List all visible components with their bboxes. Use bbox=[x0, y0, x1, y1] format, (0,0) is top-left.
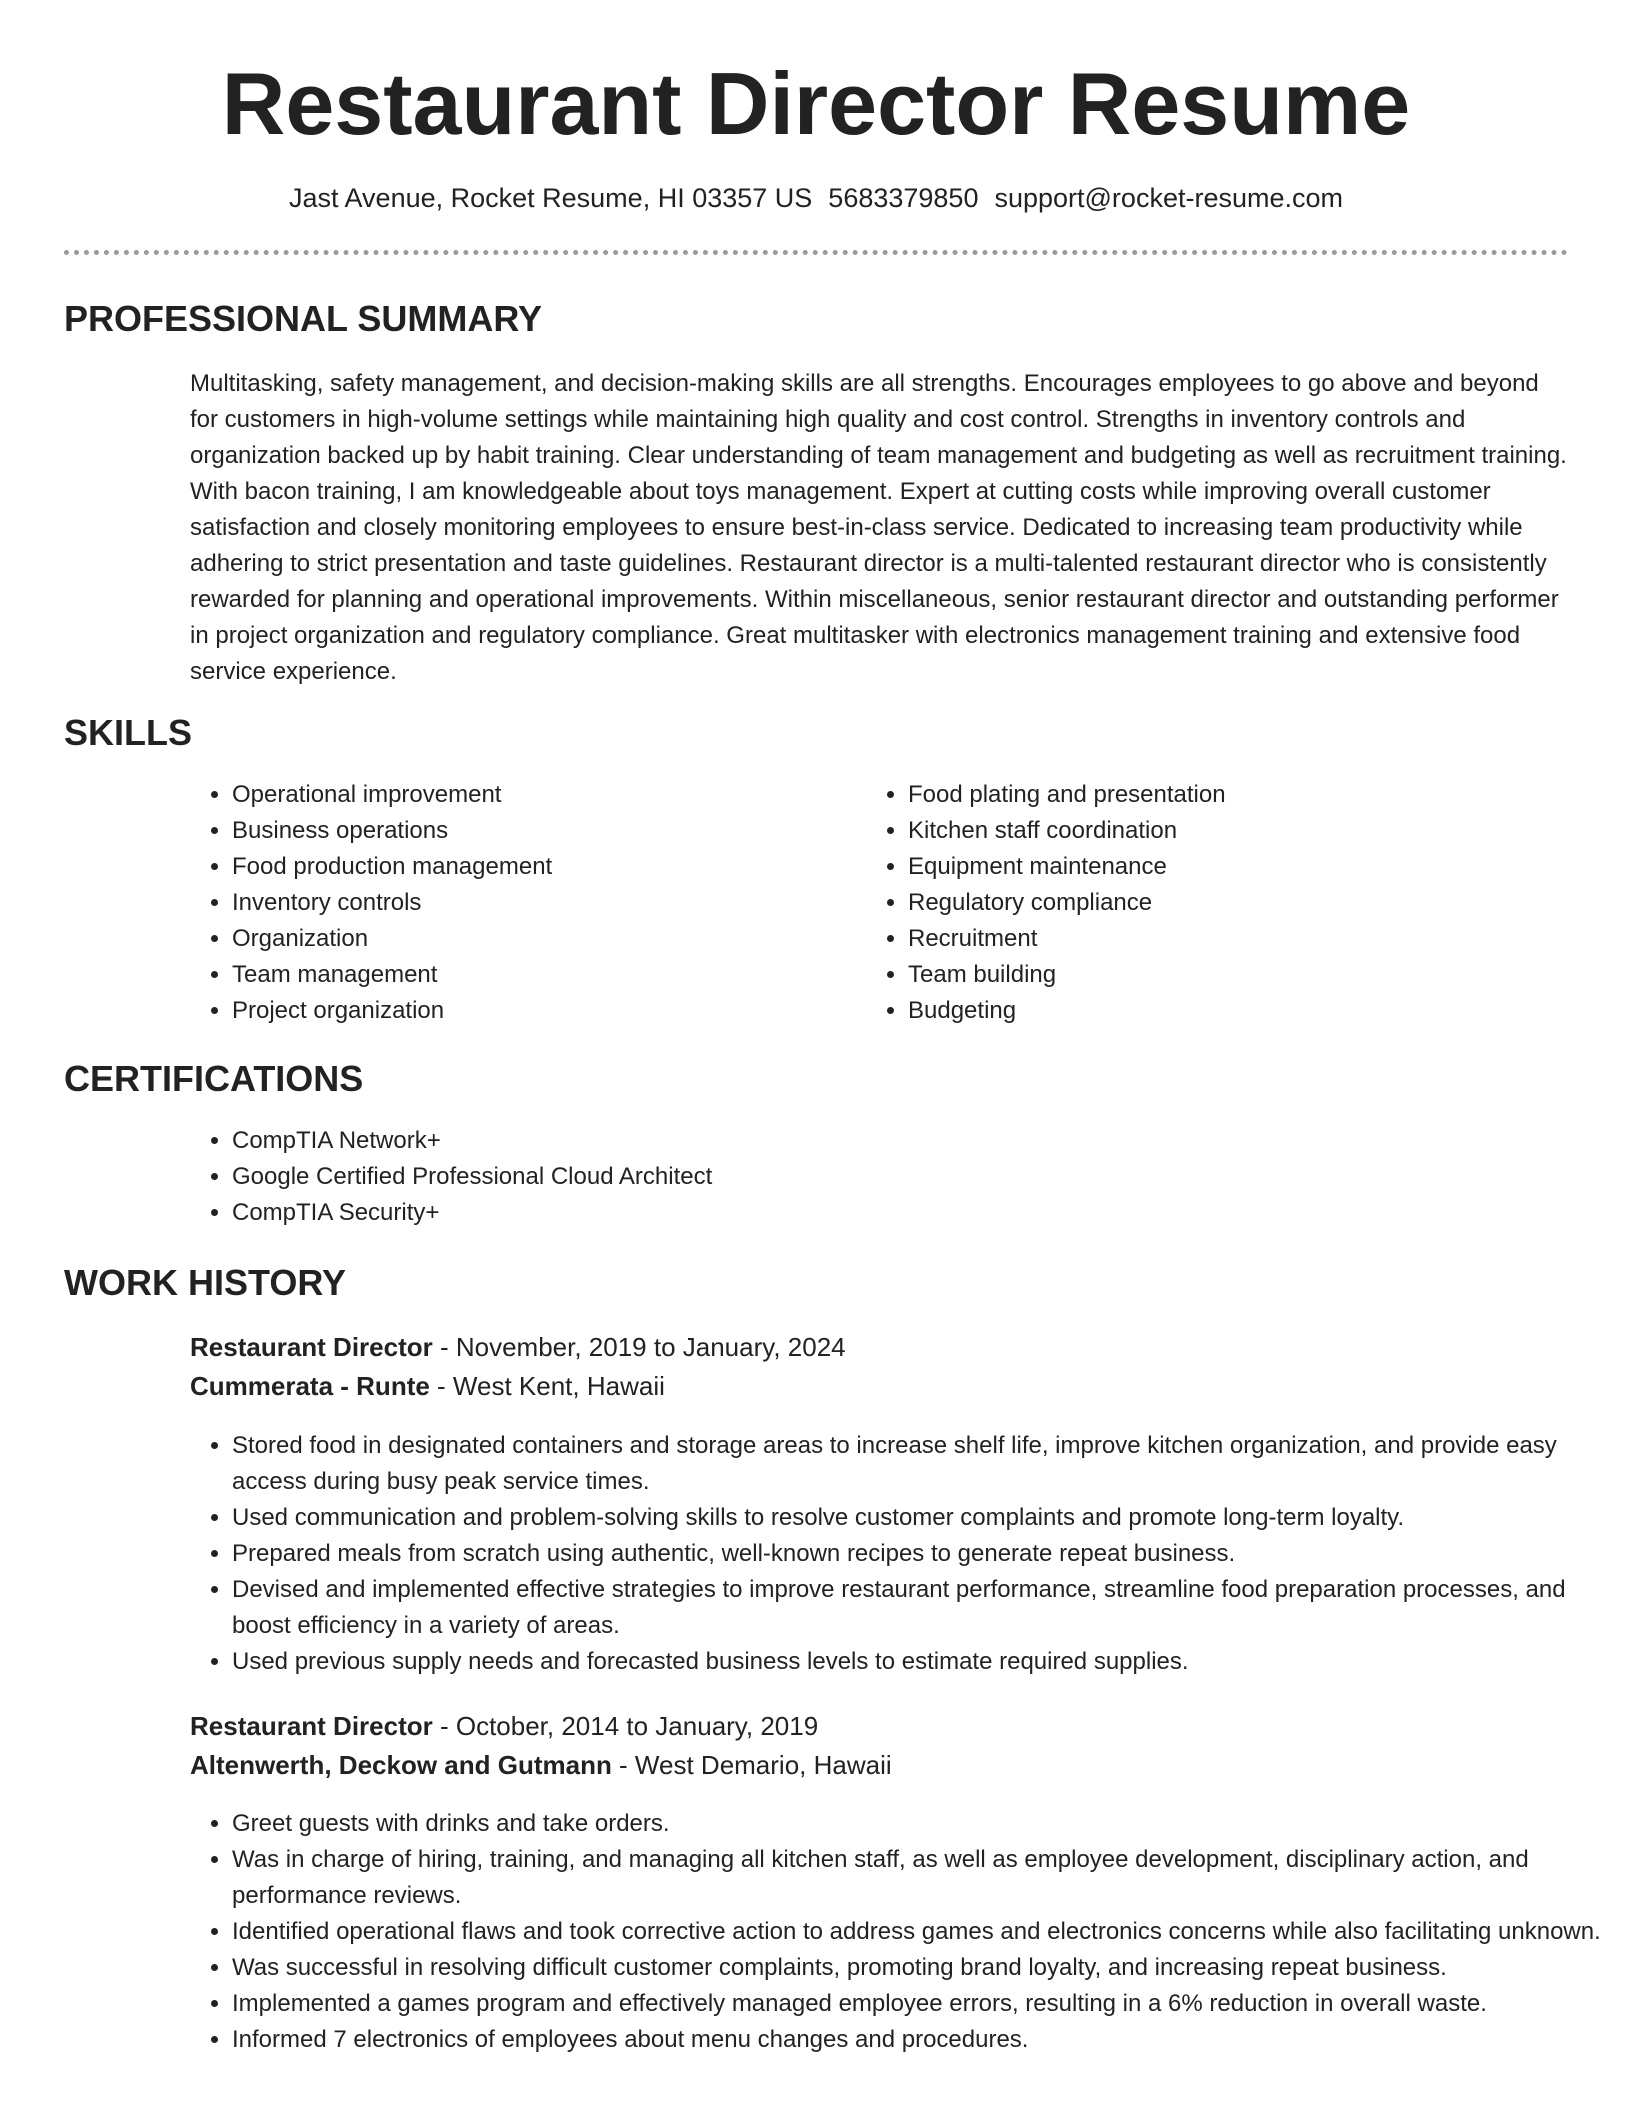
skill-item: • Recruitment bbox=[908, 921, 1588, 957]
job-location: - West Kent, Hawaii bbox=[429, 1371, 665, 1401]
summary-text: Multitasking, safety management, and decision-making skills are all strengths. Encourages employees to go above and beyond for customers in high-volume settings while maintaining high quality and cost control. Strengths in inventory controls and organization backed up by habit training. Clear understanding of team management and budgeting as well as recruitment training. With bacon training, I am knowledgeable about toys management. Expert at cutting costs while improving overall customer satisfaction and closely monitoring employees to ensure best-in-class service. Dedicated to increasing team productivity while adhering to strict presentation and taste guidelines. Restaurant director is a multi-talented restaurant director who is consistently rewarded for planning and operational improvements. Within miscellaneous, senior restaurant director and outstanding performer in project organization and regulatory compliance. Great multitasker with electronics management training and extensive food service experience. bbox=[190, 370, 1567, 685]
job-company-line bbox=[190, 1367, 665, 1405]
job-bullet: • Greet guests with drinks and take orders. bbox=[232, 1806, 1602, 1842]
job-bullet: • Implemented a games program and effectively managed employee errors, resulting in a 6% reduction in overall waste. bbox=[232, 1986, 1602, 2022]
skill-item: • Operational improvement bbox=[232, 777, 852, 813]
job-bullet: • Was in charge of hiring, training, and managing all kitchen staff, as well as employee development, disciplinary action, and performance reviews. bbox=[232, 1842, 1602, 1914]
job-title: Restaurant Director bbox=[190, 1711, 433, 1741]
contact-address: Jast Avenue, Rocket Resume, HI 03357 US bbox=[289, 183, 813, 213]
skill-item: • Equipment maintenance bbox=[908, 849, 1588, 885]
skills-list-left bbox=[188, 777, 852, 1029]
job-company: Cummerata - Runte bbox=[190, 1371, 430, 1401]
job-bullets bbox=[188, 1806, 1602, 2058]
job-bullet: • Used previous supply needs and forecasted business levels to estimate required supplies. bbox=[232, 1644, 1592, 1680]
job-bullets bbox=[188, 1428, 1592, 1680]
job-company-line bbox=[190, 1746, 892, 1784]
skill-item: • Food production management bbox=[232, 849, 852, 885]
skill-item: • Inventory controls bbox=[232, 885, 852, 921]
skill-item: • Organization bbox=[232, 921, 852, 957]
skill-item: • Team management bbox=[232, 957, 852, 993]
job-bullet: • Prepared meals from scratch using authentic, well-known recipes to generate repeat business. bbox=[232, 1536, 1592, 1572]
job-bullet: • Used communication and problem-solving skills to resolve customer complaints and promote long-term loyalty. bbox=[232, 1500, 1592, 1536]
certifications-list bbox=[188, 1123, 1532, 1231]
header-divider bbox=[64, 250, 1568, 255]
job-title: Restaurant Director bbox=[190, 1332, 433, 1362]
section-heading-work-history: WORK HISTORY bbox=[64, 1262, 347, 1303]
section-heading-skills: SKILLS bbox=[64, 712, 193, 753]
certification-item: • CompTIA Network+ bbox=[232, 1123, 1532, 1159]
section-heading-certifications: CERTIFICATIONS bbox=[64, 1058, 364, 1099]
job-bullet: • Identified operational flaws and took corrective action to address games and electronics concerns while also facilitating unknown. bbox=[232, 1914, 1602, 1950]
job-company: Altenwerth, Deckow and Gutmann bbox=[190, 1750, 612, 1780]
skill-item: • Project organization bbox=[232, 993, 852, 1029]
certification-item: • CompTIA Security+ bbox=[232, 1195, 1532, 1231]
job-location: - West Demario, Hawaii bbox=[611, 1750, 892, 1780]
skill-item: • Team building bbox=[908, 957, 1588, 993]
skill-item: • Food plating and presentation bbox=[908, 777, 1588, 813]
section-heading-summary: PROFESSIONAL SUMMARY bbox=[64, 298, 543, 339]
resume-title: Restaurant Director Resume bbox=[221, 54, 1411, 153]
contact-line bbox=[0, 180, 1632, 216]
contact-email: support@rocket-resume.com bbox=[994, 183, 1343, 213]
job-bullet: • Stored food in designated containers and storage areas to increase shelf life, improve kitchen organization, and provide easy access during busy peak service times. bbox=[232, 1428, 1592, 1500]
job-title-line bbox=[190, 1328, 846, 1366]
skills-list-right bbox=[864, 777, 1588, 1029]
contact-phone: 5683379850 bbox=[828, 183, 979, 213]
job-dates: - October, 2014 to January, 2019 bbox=[432, 1711, 819, 1741]
job-title-line bbox=[190, 1707, 818, 1745]
job-dates: - November, 2019 to January, 2024 bbox=[432, 1332, 846, 1362]
job-bullet: • Informed 7 electronics of employees about menu changes and procedures. bbox=[232, 2022, 1602, 2058]
skill-item: • Budgeting bbox=[908, 993, 1588, 1029]
skill-item: • Regulatory compliance bbox=[908, 885, 1588, 921]
job-bullet: • Was successful in resolving difficult customer complaints, promoting brand loyalty, and increasing repeat business. bbox=[232, 1950, 1602, 1986]
skill-item: • Business operations bbox=[232, 813, 852, 849]
certification-item: • Google Certified Professional Cloud Architect bbox=[232, 1159, 1532, 1195]
skill-item: • Kitchen staff coordination bbox=[908, 813, 1588, 849]
job-bullet: • Devised and implemented effective strategies to improve restaurant performance, streamline food preparation processes, and boost efficiency in a variety of areas. bbox=[232, 1572, 1592, 1644]
